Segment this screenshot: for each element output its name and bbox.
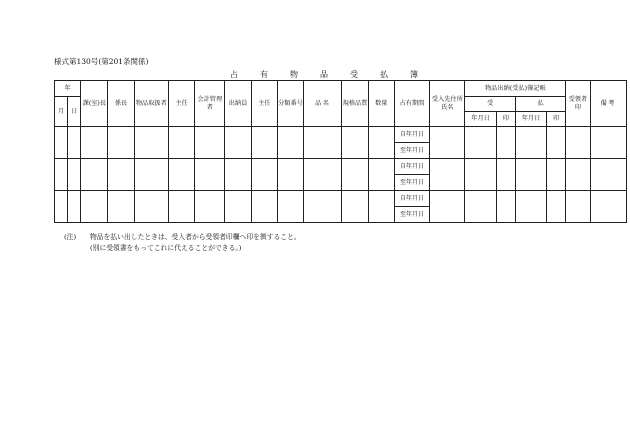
entry-cell[interactable] xyxy=(195,191,225,223)
entry-cell[interactable] xyxy=(590,127,626,159)
entry-cell[interactable] xyxy=(515,191,546,223)
pay-seal-header: 印 xyxy=(547,112,566,127)
month-header: 月 xyxy=(55,97,68,127)
receive-header: 受 xyxy=(465,97,515,112)
entry-cell[interactable] xyxy=(277,191,303,223)
entry-cell[interactable] xyxy=(368,127,394,159)
remarks-header: 備考 xyxy=(590,81,626,127)
pay-header: 払 xyxy=(515,97,565,112)
cashier-header: 出納員 xyxy=(225,81,251,127)
entry-cell[interactable] xyxy=(168,191,194,223)
entry-cell[interactable] xyxy=(55,159,68,191)
entry-cell[interactable] xyxy=(168,127,194,159)
entry-cell[interactable] xyxy=(108,127,134,159)
entry-cell[interactable] xyxy=(304,127,342,159)
form-title: 占有物品受払簿 xyxy=(230,70,440,79)
period-from: 自年月日 xyxy=(394,191,429,207)
entry-cell[interactable] xyxy=(342,159,368,191)
class-number-header: 分類番号 xyxy=(277,81,303,127)
accounting-manager-header: 会計管理者 xyxy=(195,81,225,127)
entry-cell[interactable] xyxy=(566,159,590,191)
ledger-group-header: 物品出納(受払)簿記帳 xyxy=(465,81,566,97)
note-label: (注) xyxy=(64,233,77,241)
table-row xyxy=(55,191,627,207)
entry-cell[interactable] xyxy=(81,191,108,223)
entry-cell[interactable] xyxy=(134,159,168,191)
form-number: 様式第130号(第201条関係) xyxy=(54,57,149,66)
entry-cell[interactable] xyxy=(547,127,566,159)
entry-cell[interactable] xyxy=(430,191,465,223)
entry-cell[interactable] xyxy=(108,159,134,191)
entry-cell[interactable] xyxy=(225,159,251,191)
entry-cell[interactable] xyxy=(515,159,546,191)
entry-cell[interactable] xyxy=(277,159,303,191)
entry-cell[interactable] xyxy=(566,127,590,159)
entry-cell[interactable] xyxy=(195,127,225,159)
entry-cell[interactable] xyxy=(251,191,277,223)
entry-cell[interactable] xyxy=(55,191,68,223)
entry-cell[interactable] xyxy=(342,191,368,223)
table-row xyxy=(55,127,627,143)
period-from: 自年月日 xyxy=(394,127,429,143)
occupancy-period-header: 占有期間 xyxy=(394,81,429,127)
receiver-seal-header: 受領者印 xyxy=(566,81,590,127)
pay-date-header: 年月日 xyxy=(515,112,546,127)
entry-cell[interactable] xyxy=(465,127,496,159)
supervisor2-header: 主任 xyxy=(251,81,277,127)
entry-cell[interactable] xyxy=(168,159,194,191)
entry-cell[interactable] xyxy=(590,191,626,223)
entry-cell[interactable] xyxy=(81,159,108,191)
entry-cell[interactable] xyxy=(251,159,277,191)
entry-cell[interactable] xyxy=(225,191,251,223)
period-to: 至年月日 xyxy=(394,207,429,223)
entry-cell[interactable] xyxy=(430,159,465,191)
entry-cell[interactable] xyxy=(430,127,465,159)
entry-cell[interactable] xyxy=(590,159,626,191)
day-header: 日 xyxy=(68,97,81,127)
entry-cell[interactable] xyxy=(225,127,251,159)
entry-cell[interactable] xyxy=(496,191,515,223)
entry-cell[interactable] xyxy=(68,191,81,223)
entry-cell[interactable] xyxy=(134,191,168,223)
entry-cell[interactable] xyxy=(566,191,590,223)
entry-cell[interactable] xyxy=(55,127,68,159)
item-name-header: 品名 xyxy=(304,81,342,127)
entry-cell[interactable] xyxy=(547,159,566,191)
note-line-1: 物品を払い出したときは、受入者から受領者印欄へ印を徴すること。 xyxy=(90,233,301,241)
entry-cell[interactable] xyxy=(496,159,515,191)
entry-cell[interactable] xyxy=(134,127,168,159)
entry-cell[interactable] xyxy=(515,127,546,159)
quantity-header: 数量 xyxy=(368,81,394,127)
supervisor-header: 主任 xyxy=(168,81,194,127)
entry-cell[interactable] xyxy=(68,159,81,191)
entry-cell[interactable] xyxy=(304,159,342,191)
recipient-header: 受入先住所氏名 xyxy=(430,81,465,127)
spec-quality-header: 規格品質 xyxy=(342,81,368,127)
entry-cell[interactable] xyxy=(547,191,566,223)
chief-header: 係長 xyxy=(108,81,134,127)
entry-cell[interactable] xyxy=(368,191,394,223)
table-row xyxy=(55,159,627,175)
receive-seal-header: 印 xyxy=(496,112,515,127)
footnote xyxy=(64,232,301,254)
entry-cell[interactable] xyxy=(277,127,303,159)
entry-cell[interactable] xyxy=(465,159,496,191)
section-chief-header: 課(室)長 xyxy=(81,81,108,127)
entry-cell[interactable] xyxy=(195,159,225,191)
entry-cell[interactable] xyxy=(304,191,342,223)
receive-date-header: 年月日 xyxy=(465,112,496,127)
ledger-table xyxy=(54,80,627,223)
entry-cell[interactable] xyxy=(465,191,496,223)
entry-cell[interactable] xyxy=(368,159,394,191)
goods-handler-header: 物品取扱者 xyxy=(134,81,168,127)
entry-cell[interactable] xyxy=(68,127,81,159)
entry-cell[interactable] xyxy=(496,127,515,159)
period-to: 至年月日 xyxy=(394,175,429,191)
note-line-2: (別に受領書をもってこれに代えることができる。) xyxy=(90,243,242,252)
header-row-1 xyxy=(55,81,627,97)
period-to: 至年月日 xyxy=(394,143,429,159)
entry-cell[interactable] xyxy=(108,191,134,223)
year-header: 年 xyxy=(55,81,81,97)
period-from: 自年月日 xyxy=(394,159,429,175)
entry-cell[interactable] xyxy=(342,127,368,159)
entry-cell[interactable] xyxy=(81,127,108,159)
entry-cell[interactable] xyxy=(251,127,277,159)
